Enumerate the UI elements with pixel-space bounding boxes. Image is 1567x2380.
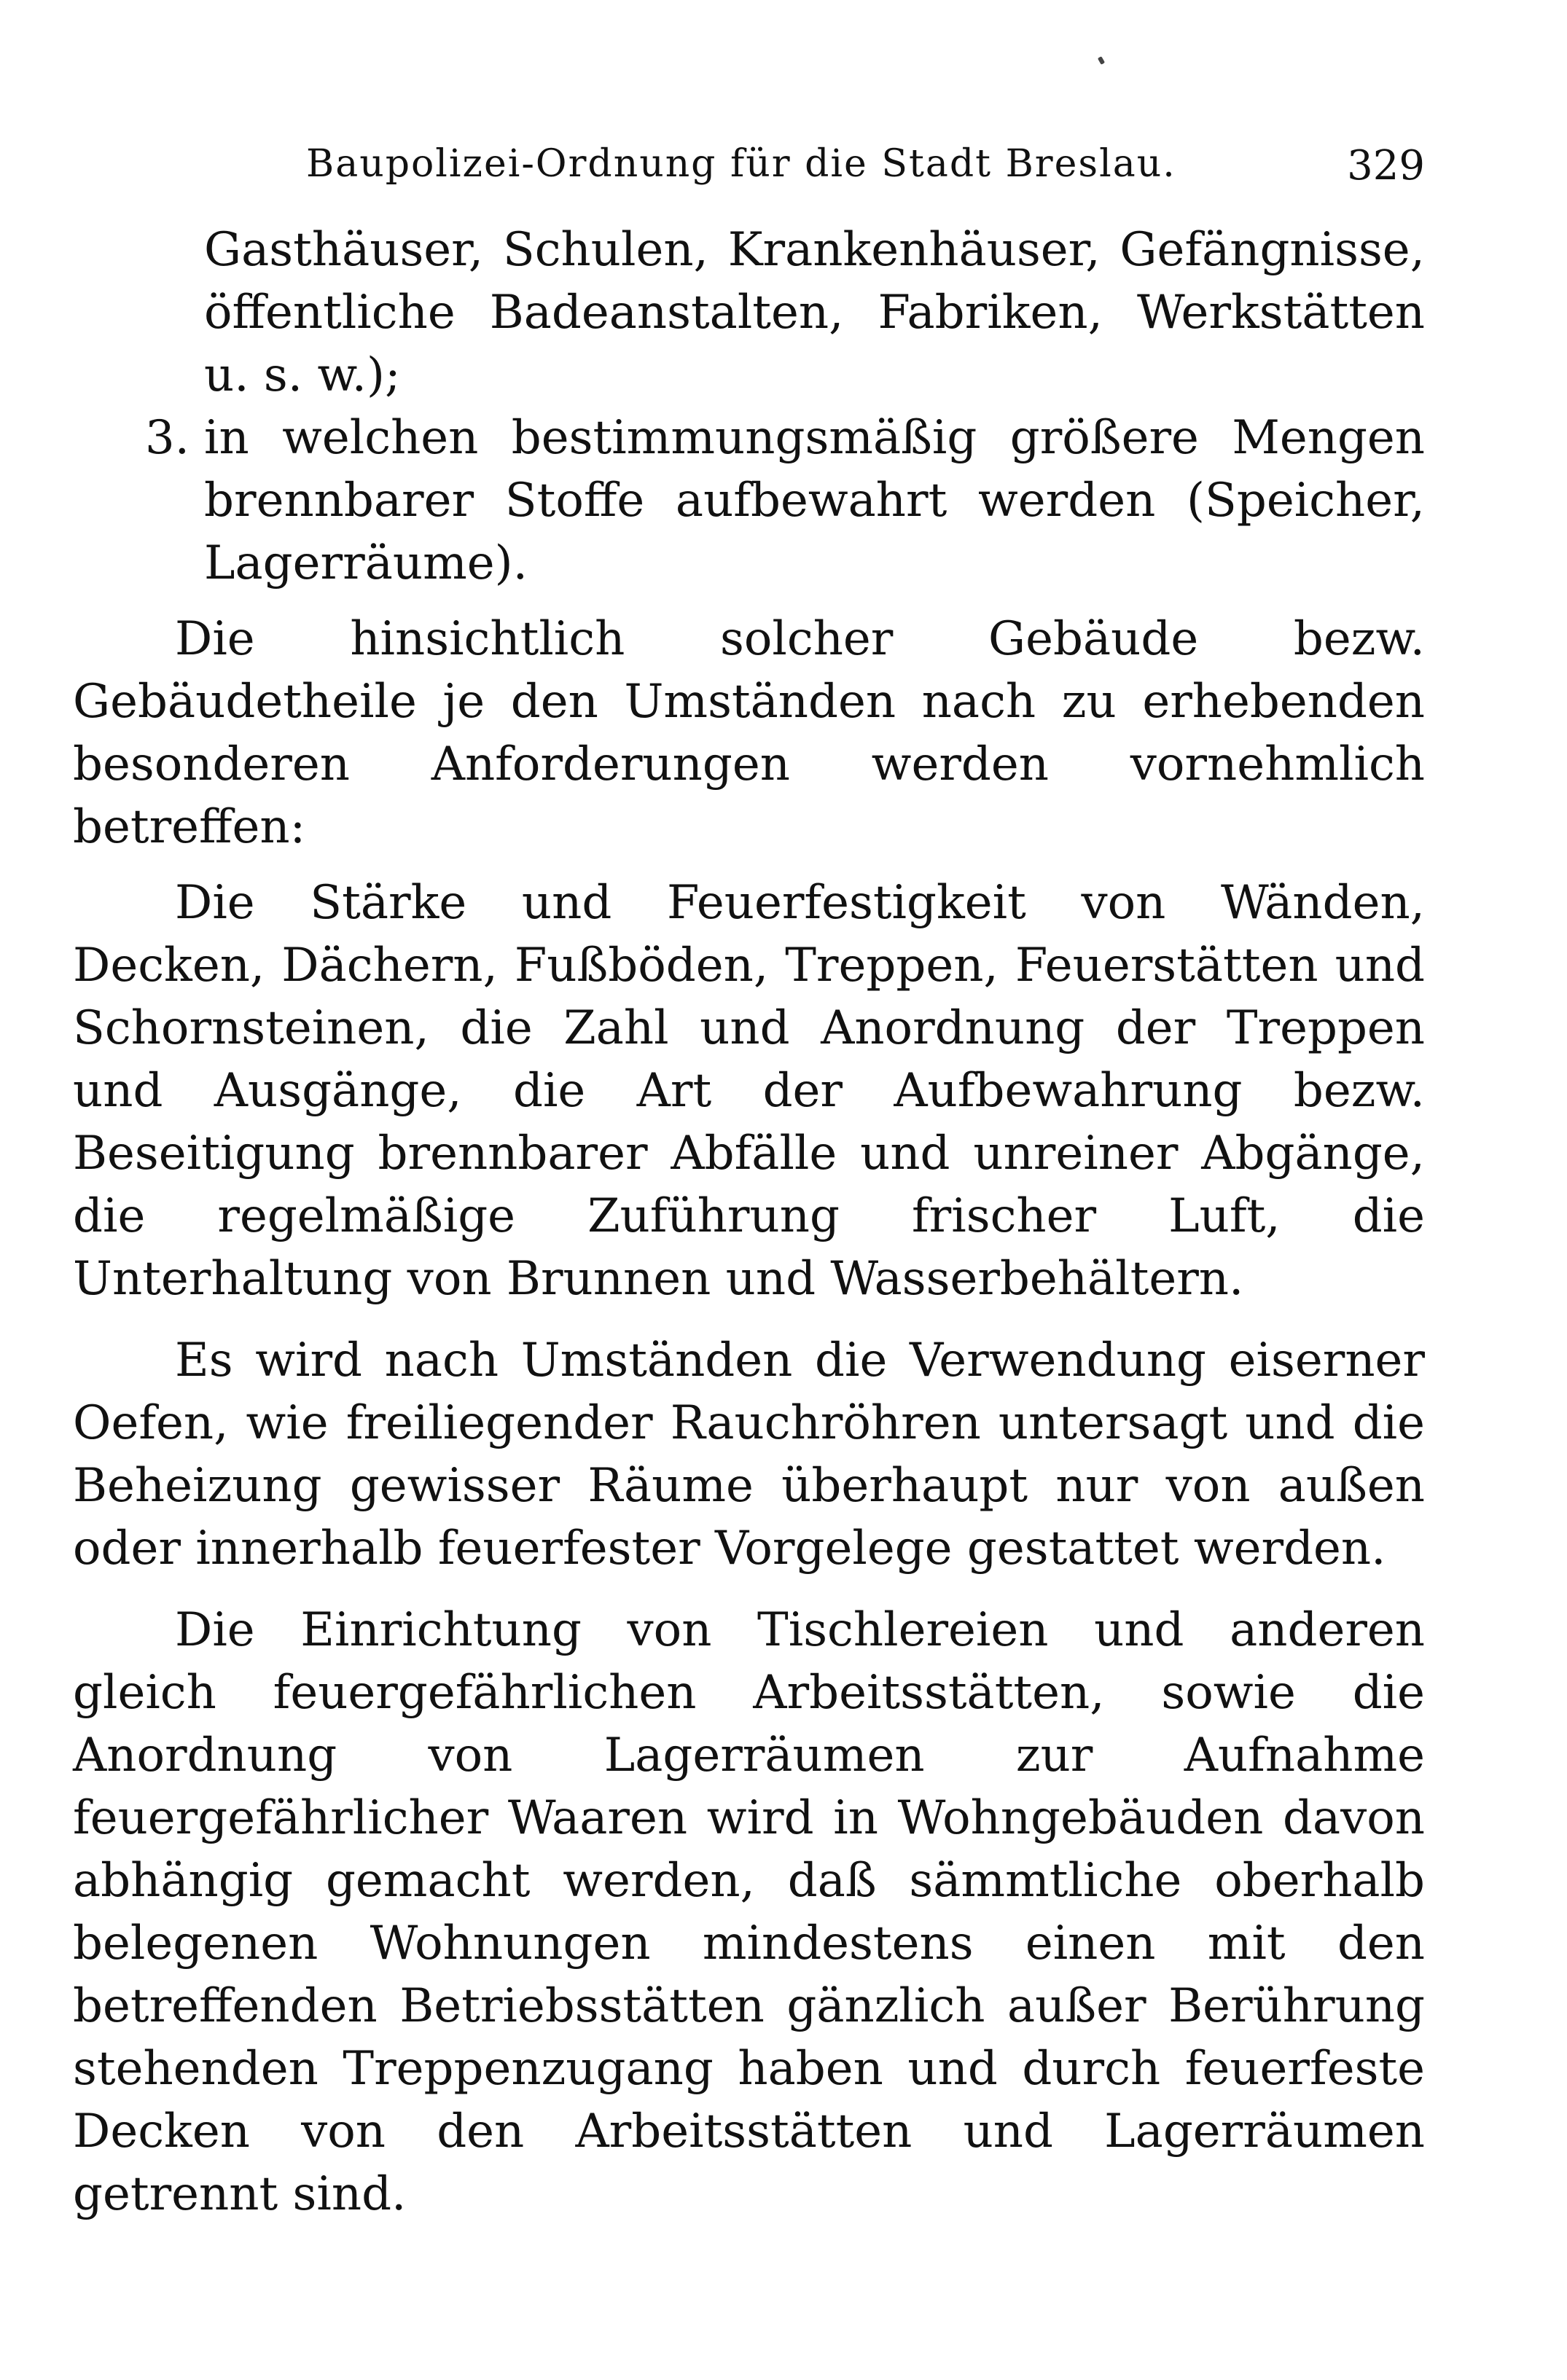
print-speck	[1098, 56, 1105, 65]
list-marker: 3.	[144, 411, 189, 465]
continued-list-item: Gasthäuser, Schulen, Krankenhäuser, Gefängnisse, öffentliche Badeanstalten, Fabriken, Werkstätten u. s. w.);	[204, 223, 1425, 402]
paragraph-structural-requirements: Die Stärke und Feuerfestigkeit von Wänden, Decken, Dächern, Fußböden, Treppen, Feuerstätten und Schornsteinen, die Zahl und Anordnung der Treppen und Ausgänge, die Art der Aufbewahrung bezw. Beseitigung brennbarer Abfälle und unreiner Abgänge, die regelmäßige Zuführung frischer Luft, die Unterhaltung von Brunnen und Wasserbehältern.	[73, 876, 1425, 1306]
paragraph-ovens-heating: Es wird nach Umständen die Verwendung eiserner Oefen, wie freiliegender Rauchröhren untersagt und die Beheizung gewisser Räume überhaupt nur von außen oder innerhalb feuerfester Vorgelege gestattet werden.	[73, 1334, 1425, 1575]
paragraph-requirements-intro: Die hinsichtlich solcher Gebäude bezw. Gebäudetheile je den Umständen nach zu erhebenden besonderen Anforderungen werden vornehmlich betreffen:	[73, 612, 1425, 854]
list-item-text: in welchen bestimmungsmäßig größere Mengen brennbarer Stoffe aufbewahrt werden (Speicher, Lagerräume).	[204, 411, 1425, 590]
running-head: Baupolizei-Ordnung für die Stadt Breslau.	[306, 142, 1176, 186]
body-text	[73, 219, 1425, 2239]
page-header	[306, 142, 1425, 200]
paragraph-workshops: Die Einrichtung von Tischlereien und anderen gleich feuergefährlichen Arbeitsstätten, sowie die Anordnung von Lagerräumen zur Aufnahme feuergefährlicher Waaren wird in Wohngebäuden davon abhängig gemacht werden, daß sämmtliche oberhalb belegenen Wohnungen mindestens einen mit den betreffenden Betriebsstätten gänzlich außer Berührung stehenden Treppenzugang haben und durch feuerfeste Decken von den Arbeitsstätten und Lagerräumen getrennt sind.	[73, 1603, 1425, 2221]
page-number: 329	[1347, 142, 1425, 189]
list-item-3	[73, 407, 1425, 595]
